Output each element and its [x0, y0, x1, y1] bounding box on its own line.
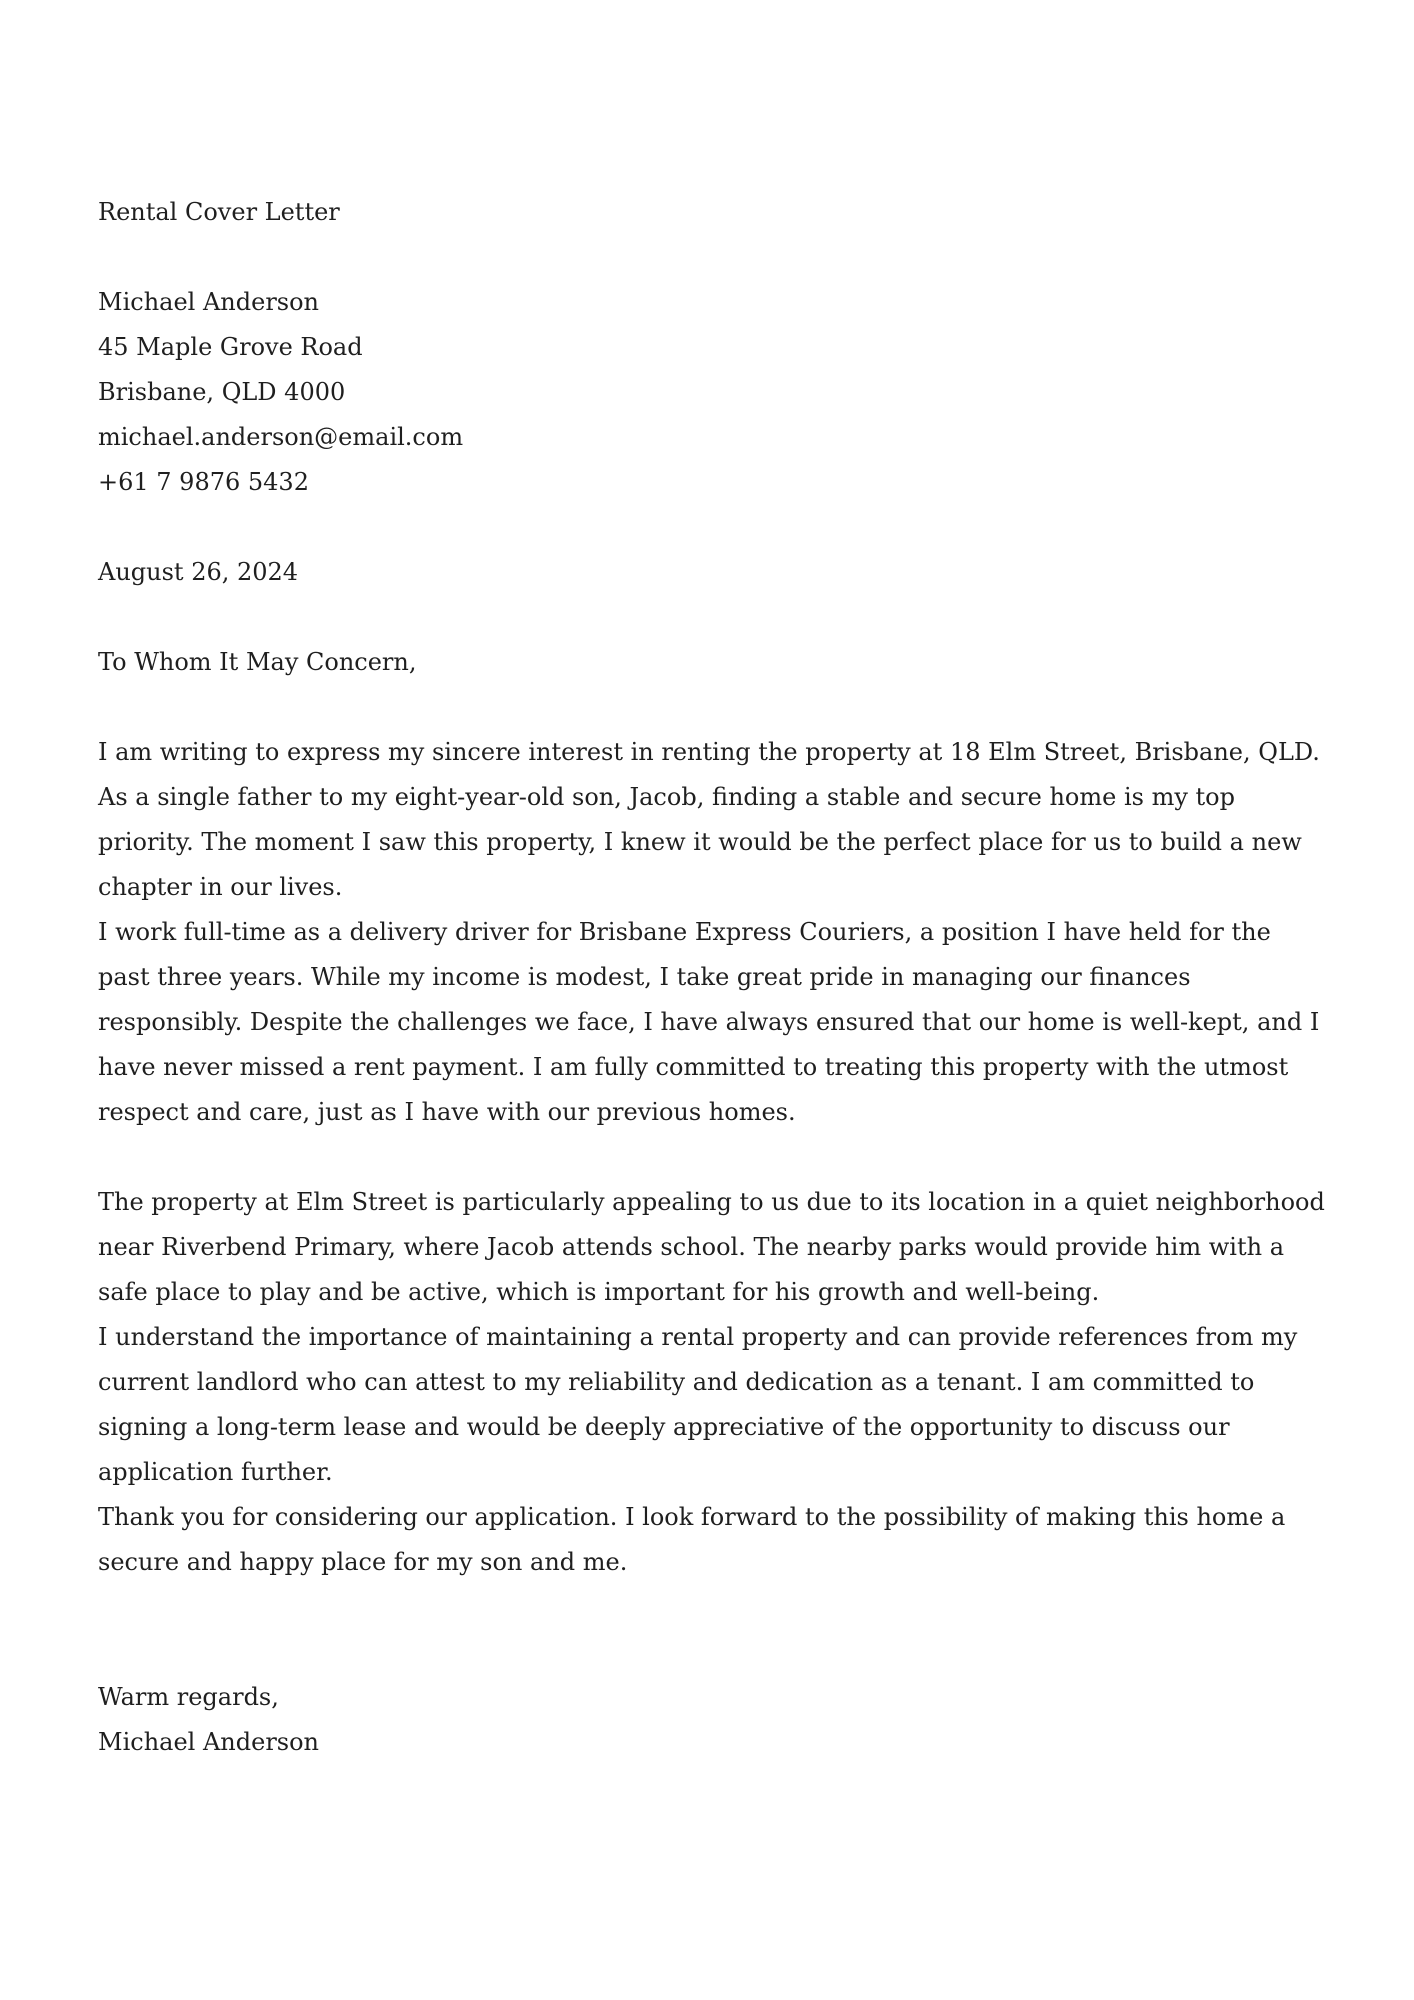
body-paragraph-1: I am writing to express my sincere interest in renting the property at 18 Elm Street, Brisbane, QLD. As a single father to my eight-year-old son, Jacob, finding a stable and secure home is my top priority. The moment I saw this property, I knew it would be the perfect place for us to build a new chapter in our lives. [98, 738, 1320, 901]
body-paragraph-2: I work full-time as a delivery driver for Brisbane Express Couriers, a position I have held for the past three years. While my income is modest, I take great pride in managing our finances responsibly. Despite the challenges we face, I have always ensured that our home is well-kept, and I have never missed a rent payment. I am fully committed to treating this property with the utmost respect and care, just as I have with our previous homes. [98, 918, 1320, 1126]
signature: Michael Anderson [98, 1728, 320, 1756]
spacer [98, 595, 1328, 640]
sender-phone: +61 7 9876 5432 [98, 468, 309, 496]
spacer [98, 1135, 1328, 1180]
spacer [98, 235, 1328, 280]
sender-email: michael.anderson@email.com [98, 423, 464, 451]
salutation: To Whom It May Concern, [98, 648, 417, 676]
spacer [98, 505, 1328, 550]
spacer [98, 685, 1328, 730]
closing: Warm regards, [98, 1683, 279, 1711]
body-paragraph-5: Thank you for considering our application. I look forward to the possibility of making this home a secure and happy place for my son and me. [98, 1503, 1286, 1576]
spacer [98, 1585, 1328, 1675]
sender-address-line2: Brisbane, QLD 4000 [98, 378, 346, 406]
sender-address-line1: 45 Maple Grove Road [98, 333, 363, 361]
letter-content [98, 190, 1328, 1765]
document-title: Rental Cover Letter [98, 198, 340, 226]
sender-name: Michael Anderson [98, 288, 320, 316]
body-paragraph-3: The property at Elm Street is particularly appealing to us due to its location in a quiet neighborhood near Riverbend Primary, where Jacob attends school. The nearby parks would provide him with a safe place to play and be active, which is important for his growth and well-being. [98, 1188, 1325, 1306]
letter-date: August 26, 2024 [98, 558, 299, 586]
body-paragraph-4: I understand the importance of maintaining a rental property and can provide references from my current landlord who can attest to my reliability and dedication as a tenant. I am committed to signing a long-term lease and would be deeply appreciative of the opportunity to discuss our application further. [98, 1323, 1298, 1486]
